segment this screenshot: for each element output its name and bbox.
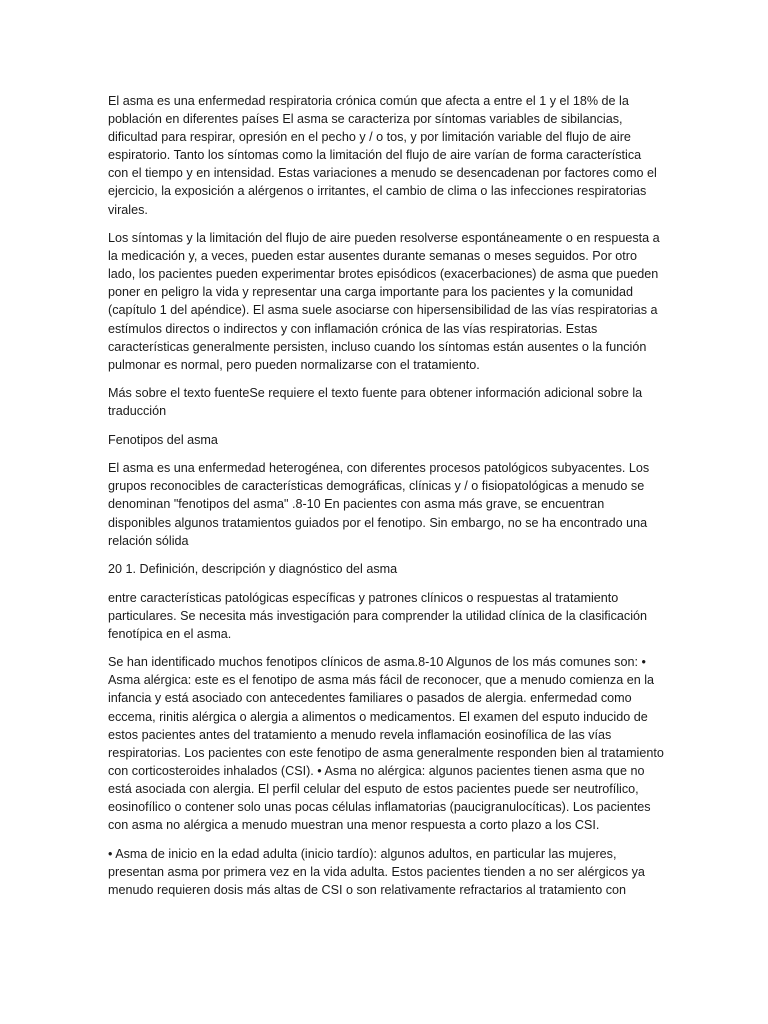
page-header-definition: 20 1. Definición, descripción y diagnóstico del asma — [108, 562, 398, 577]
paragraph-asthma-definition: El asma es una enfermedad respiratoria crónica común que afecta a entre el 1 y el 18% de la población en diferentes países El asma se caracteriza por síntomas variables de sibilancias, dificultad para respirar, opresión en el pecho y / o tos, y por limitación variable del flujo de aire espiratorio. Tanto los síntomas como la limitación del flujo de aire varían de forma característica con el tiempo y en intensidad. Estas variaciones a menudo se desencadenan por factores como el ejercicio, la exposición a alérgenos o irritantes, el cambio de clima o las infecciones respiratorias virales. — [108, 94, 657, 217]
paragraph-clinical-phenotypes: Se han identificado muchos fenotipos clínicos de asma.8-10 Algunos de los más comunes son: • Asma alérgica: este es el fenotipo de asma más fácil de reconocer, que a menudo comienza en la infancia y está asociado con antecedentes familiares o pasados de alergia. enfermedad como eccema, rinitis alérgica o alergia a alimentos o medicamentos. El examen del esputo inducido de estos pacientes antes del tratamiento a menudo revela inflamación eosinofílica de las vías respiratorias. Los pacientes con este fenotipo de asma generalmente responden bien al tratamiento con corticosteroides inhalados (CSI). • Asma no alérgica: algunos pacientes tienen asma que no está asociada con alergia. El perfil celular del esputo de estos pacientes puede ser neutrofílico, eosinofílico o contener solo unas pocas células inflamatorias (paucigranulocíticas). Los pacientes con asma no alérgica a menudo muestran una menor respuesta a corto plazo a los CSI. — [108, 655, 664, 833]
paragraph-pathological-features: entre características patológicas específicas y patrones clínicos o respuestas al tratamiento particulares. Se necesita más investigación para comprender la utilidad clínica de la clasificación fenotípica en el asma. — [108, 590, 648, 641]
paragraph-symptoms-airflow: Los síntomas y la limitación del flujo de aire pueden resolverse espontáneamente o en respuesta a la medicación y, a veces, pueden estar ausentes durante semanas o meses seguidos. Por otro lado, los pacientes pueden experimentar brotes episódicos (exacerbaciones) de asma que pueden poner en peligro la vida y representar una carga importante para los pacientes y la comunidad (capítulo 1 del apéndice). El asma suele asociarse con hipersensibilidad de las vías respiratorias a estímulos directos o indirectos y con inflamación crónica de las vías respiratorias. Estas características generalmente persisten, incluso cuando los síntomas están ausentes o la función pulmonar es normal, pero pueden normalizarse con el tratamiento. — [108, 231, 660, 372]
paragraph-adult-onset-asthma: • Asma de inicio en la edad adulta (inicio tardío): algunos adultos, en particular las mujeres, presentan asma por primera vez en la vida adulta. Estos pacientes tienden a no ser alérgicos ya menudo requieren dosis más altas de CSI o son relativamente refractarios al tratamiento con — [108, 846, 645, 897]
paragraph-heterogeneous-disease: El asma es una enfermedad heterogénea, con diferentes procesos patológicos subyacentes. Los grupos reconocibles de características demográficas, clínicas y / o fisiopatológicas a menudo se denominan "fenotipos del asma" .8-10 En pacientes con asma más grave, se encuentran disponibles algunos tratamientos guiados por el fenotipo. Sin embargo, no se ha encontrado una relación sólida — [108, 461, 650, 548]
document-page — [108, 92, 664, 909]
section-heading-phenotypes: Fenotipos del asma — [108, 432, 218, 447]
paragraph-source-text-note: Más sobre el texto fuenteSe requiere el texto fuente para obtener información adicional sobre la traducción — [108, 386, 643, 419]
